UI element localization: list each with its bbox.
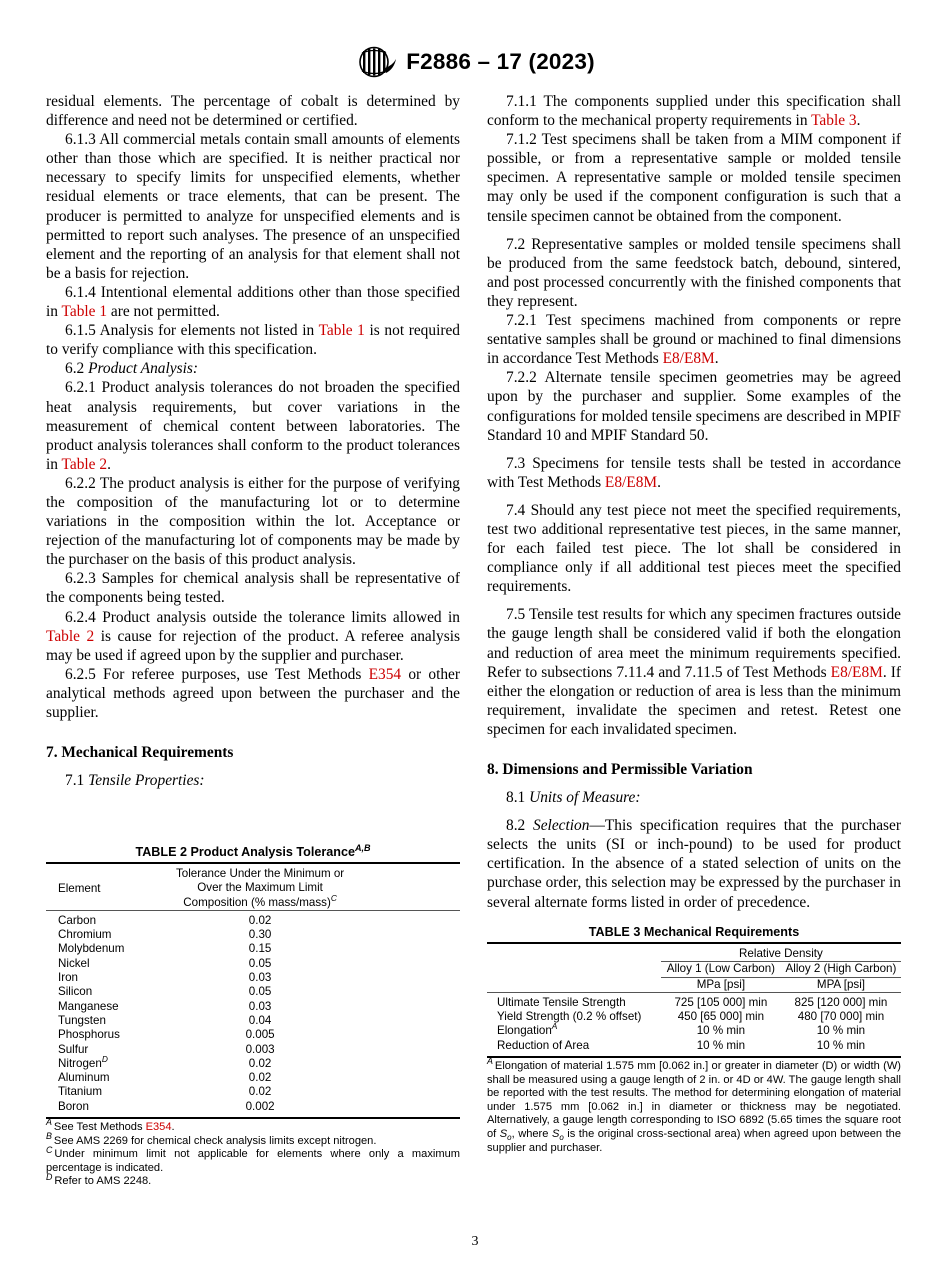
table-3-empty-corner-2	[487, 962, 661, 977]
table-2-footnote-d	[46, 1171, 460, 1189]
table-3-alloy-2-value: 10 % min	[816, 1038, 866, 1052]
table-3-caption: TABLE 3 Mechanical Requirements	[588, 925, 800, 939]
footnote-a-text-after: .	[171, 1121, 175, 1134]
table-2-footnotes	[46, 1117, 460, 1189]
table-3-footnote-a	[487, 1056, 902, 1155]
table-row	[487, 1024, 901, 1038]
reference-e354[interactable]: E354	[145, 1121, 172, 1134]
paragraph-7-2-1: 7.2.1 Test specimens machined from components or repre​sentative samples shall be ground or machined to final dimen​sions in accordance Test Methods E8/E8M.	[487, 312, 901, 368]
table-3-unit-header-row	[487, 977, 901, 992]
table-2-element: Titanium	[58, 1085, 103, 1099]
table-2-element: Molybdenum	[58, 942, 125, 956]
reference-table-3[interactable]: Table 3	[811, 112, 857, 130]
table-2-value: 0.04	[248, 1013, 272, 1027]
footnote-b-text: See AMS 2269 for chemical check analysis limits except nitrogen.	[53, 1134, 377, 1147]
table-2-caption-text: TABLE 2 Product Analysis Tolerance	[135, 845, 355, 859]
table-row	[46, 1000, 460, 1014]
table-2-header-row	[46, 863, 460, 910]
footnote-c-text: Under minimum limit not applicable for elements where only a maximum percentage is indicated.	[46, 1148, 460, 1174]
table-3-alloy-2-header: Alloy 2 (High Carbon)	[781, 962, 901, 977]
paragraph-7-4: 7.4 Should any test piece not meet the specified requirements, test two additional representative test pieces, in the same manner, for each failed test piece. The lot shall be considered in compliance only if all additional test pieces meet the specified requirements.	[487, 501, 901, 596]
paragraph-6-2-4: 6.2.4 Product analysis outside the tolerance limits allowed in Table 2 is cause for rejection of the product. A referee analysis may be used if agreed upon by the supplier and purchaser.	[46, 608, 460, 664]
table-2-caption-footnote-markers: A,B	[354, 842, 371, 853]
table-2-value: 0.30	[248, 928, 272, 942]
table-2-value: 0.02	[248, 1071, 272, 1085]
subsection-title-product-analysis: Product Analysis:	[88, 360, 198, 378]
table-row	[46, 942, 460, 956]
table-3-alloy-2-value: 480 [70 000] min	[797, 1010, 885, 1024]
table-2-footnote-b	[46, 1130, 460, 1149]
table-2-element-footnote: D	[101, 1054, 108, 1064]
table-row	[487, 1010, 901, 1024]
table-3-empty-corner	[487, 943, 661, 962]
table-2-footnote-c	[46, 1144, 460, 1175]
table-3-empty-corner-3	[487, 977, 661, 992]
paragraph-continued: residual elements. The percentage of cobalt is determined by difference and need not be determined or certified.	[46, 93, 460, 130]
table-3-group-header-row	[487, 943, 901, 962]
paragraph-7-3: 7.3 Specimens for tensile tests shall be tested in accordance with Test Methods E8/E8M.	[487, 454, 901, 491]
table-row	[46, 1100, 460, 1117]
paragraph-6-1-3: 6.1.3 All commercial metals contain small amounts of elements other than those which are specified. It is neither practical nor necessary to specify limits for unspecified elements, whether residual elements or trace elements, that can be present. The producer is permitted to analyze for unspecified elements and is permitted to report such analyses. The presence of an unspecified element and the reporting of an analysis for that element shall not be a basis for rejection.	[46, 131, 460, 282]
symbol-s-2: S	[551, 1128, 560, 1141]
paragraph-6-2-1: 6.2.1 Product analysis tolerances do not broaden the speci​fied heat analysis requirements, but cover variations in the measurement of chemical content between laboratories. The product analysis tolerances shall conform to the product tolerances in Table 2.	[46, 379, 460, 473]
paragraph-7-1: 7.1 Tensile Properties:	[65, 772, 205, 790]
page-number: 3	[471, 1234, 479, 1249]
table-3-unit-2: MPA [psi]	[816, 977, 866, 991]
table-row	[46, 957, 460, 971]
table-2	[46, 862, 460, 1117]
footnote-marker-c: C	[46, 1144, 53, 1155]
footnote-marker-d: D	[46, 1171, 53, 1182]
table-2-element	[46, 1054, 144, 1071]
table-2-value: 0.002	[245, 1099, 275, 1113]
table-2-value: 0.003	[245, 1042, 275, 1056]
reference-table-1[interactable]: Table 1	[318, 322, 365, 340]
table-2-header-line-1: Tolerance Under the Minimum or	[175, 867, 345, 880]
table-2-element-text: Nitrogen	[58, 1056, 102, 1070]
table-2-element: Nickel	[58, 956, 90, 970]
table-3-row-label: Yield Strength (0.2 % offset)	[497, 1010, 642, 1024]
table-3-row-label: Reduction of Area	[497, 1038, 590, 1052]
table-3-footnotes	[487, 1056, 902, 1155]
table-2-header-tolerance	[144, 863, 460, 910]
section-heading-8: 8. Dimensions and Permissible Variation	[487, 761, 753, 778]
table-3-row-label: Ultimate Tensile Strength	[497, 995, 626, 1009]
reference-e354[interactable]: E354	[368, 665, 402, 683]
paragraph-6-2-5: 6.2.5 For referee purposes, use Test Methods E354 or other analytical methods agreed upon between the purchaser and the supplier.	[46, 665, 461, 721]
reference-table-1[interactable]: Table 1	[61, 303, 108, 321]
table-3-alloy-header-row	[487, 962, 901, 977]
table-2-value: 0.02	[248, 1056, 272, 1070]
table-2-value: 0.005	[245, 1028, 275, 1042]
paragraph-8-1: 8.1 Units of Measure:	[506, 789, 641, 807]
paragraph-7-2: 7.2 Representative samples or molded tensile specimens shall be produced from the same feedstock batch, debound, sintered, and post processed concurrently with the finished components that they represent.	[487, 235, 901, 310]
footnote-d-text: Refer to AMS 2248.	[54, 1175, 152, 1188]
table-row	[46, 1071, 460, 1085]
table-2-value: 0.03	[248, 999, 272, 1013]
table-2-element: Silicon	[58, 985, 93, 999]
table-2-value: 0.05	[248, 956, 272, 970]
table-2-value: 0.02	[248, 1085, 272, 1099]
paragraph-7-1-2: 7.1.2 Test specimens shall be taken from a MIM component if possible, or from a representative sample or molded tensile specimen. A representative sample or molded tensile specimen may only be used if the component configuration is such that a tensile specimen cannot be obtained from the component.	[487, 131, 901, 225]
footnote-marker-a: A	[487, 1056, 493, 1067]
reference-e8-e8m[interactable]: E8/E8M	[662, 350, 715, 368]
table-2-element: Sulfur	[58, 1042, 89, 1056]
table-row	[46, 1014, 460, 1028]
paragraph-6-1-5: 6.1.5 Analysis for elements not listed in Table 1 is not required to verify compliance with this specification.	[46, 322, 460, 359]
paragraph-6-1-4: 6.1.4 Intentional elemental additions other than those specified in Table 1 are not permitted.	[46, 283, 460, 321]
paragraph-7-5: 7.5 Tensile test results for which any specimen fractures outside the gauge length shall be considered valid if both the elongation and reduction of area meet the minimum require​ments specified. Refer to subsections 7.11.4 and 7.11.5 of Test Methods E8/E8M. If either the elongation or reduction of area is less than the minimum requirement, invalidate the specimen and retest. Retest one specimen for each invalidated specimen.	[487, 606, 902, 738]
symbol-subscript-o-1: o	[507, 1133, 512, 1143]
reference-e8-e8m[interactable]: E8/E8M	[830, 663, 883, 681]
table-2-element: Carbon	[58, 913, 97, 927]
reference-table-2[interactable]: Table 2	[46, 627, 95, 645]
table-2-element: Tungsten	[58, 1013, 106, 1027]
astm-logo-icon	[355, 46, 397, 78]
table-2-element: Iron	[58, 971, 78, 985]
table-row	[46, 910, 460, 928]
table-2-block	[46, 842, 460, 1189]
subsection-title-selection: Selection	[533, 817, 590, 835]
table-2-element: Manganese	[58, 999, 119, 1013]
footnote-a-part2: , where	[511, 1128, 552, 1141]
table-3-alloy-1-header: Alloy 1 (Low Carbon)	[661, 962, 781, 977]
subsection-title-tensile-properties: Tensile Properties:	[88, 772, 205, 790]
reference-e8-e8m[interactable]: E8/E8M	[604, 473, 658, 491]
symbol-so-1	[499, 1128, 512, 1143]
table-row	[46, 1028, 460, 1042]
table-2-value: 0.02	[248, 913, 272, 927]
page-header	[0, 46, 950, 78]
table-3	[487, 942, 901, 1056]
table-3-alloy-1-value: 450 [65 000] min	[677, 1010, 765, 1024]
reference-table-2[interactable]: Table 2	[61, 455, 108, 473]
table-2-value: 0.15	[248, 942, 272, 956]
table-3-row-label	[487, 1021, 661, 1038]
table-3-alloy-1-value: 725 [105 000] min	[674, 995, 768, 1009]
paragraph-7-2-2: 7.2.2 Alternate tensile specimen geometries may be agreed upon by the purchaser and supplier. Some examples of the configurations for molded tensile specimens are described in MPIF Standard 10 and MPIF Standard 50.	[487, 369, 901, 444]
table-row	[487, 992, 901, 1010]
footnote-a-part3: is the original cross-sectional area) when agreed upon between the supplier and purchaser.	[487, 1128, 902, 1154]
table-3-block	[487, 925, 901, 1155]
footnote-marker-b: B	[46, 1130, 52, 1141]
document-designation: F2886 – 17 (2023)	[406, 49, 595, 74]
table-2-header-line-2: Over the Maximum Limit	[197, 881, 323, 895]
paragraph-6-2-3: 6.2.3 Samples for chemical analysis shall be representative of the components being tested.	[46, 570, 460, 607]
table-3-group-header: Relative Density	[661, 943, 901, 962]
table-2-header-line-3-text: Composition (% mass/mass)	[183, 895, 331, 909]
table-2-caption	[46, 842, 460, 862]
right-text-column	[487, 92, 901, 912]
footnote-marker-a: A	[46, 1117, 52, 1128]
paragraph-6-2-2: 6.2.2 The product analysis is either for the purpose of verifying the composition of the manufacturing lot or to determine variations in the composition within the lot. Accep​tance or rejection of the manufacturing lot of components may be made by the purchaser on the basis of this product analysis.	[46, 474, 460, 569]
footnote-a-text: See Test Methods	[53, 1121, 146, 1134]
paragraph-8-2: 8.2 Selection—This specification requires that the purchaser selects the units (SI or inch-pound) to be used for product certification. In the absence of a stated selection of units on the purchase order, this selection may be expressed by the pur​chaser in several alternate forms listed in order of precedence.	[487, 817, 902, 911]
table-row	[46, 1085, 460, 1099]
table-2-element: Chromium	[58, 928, 112, 942]
symbol-s-1: S	[499, 1128, 508, 1141]
table-2-header-element: Element	[58, 882, 101, 896]
table-2-element: Boron	[58, 1099, 89, 1113]
table-2-element: Phosphorus	[58, 1028, 120, 1042]
table-2-header-line-3-footnote: C	[330, 892, 337, 903]
table-2-header-line-3	[144, 892, 376, 910]
table-2-value: 0.05	[248, 985, 272, 999]
table-2-value: 0.03	[248, 971, 272, 985]
table-row	[46, 985, 460, 999]
footnote-a-part1: Elongation of material 1.575 mm [0.062 in.] or greater in diameter (D) or width (W) shall be measured using a gauge length of 2 in. or 4D or 4W. The gauge length shall be reported with the test results. The method for determining elongation of material under 1.575 mm [0.062 in.] in diameter or thickness may be negotiated. Alternatively, a gauge length corresponding to ISO 6892 (5.65 times the square root of	[487, 1060, 901, 1141]
table-3-row-label-text: Elongation	[497, 1024, 552, 1038]
section-heading-7: 7. Mechanical Requirements	[46, 744, 234, 762]
table-3-alloy-1-value: 10 % min	[696, 1038, 746, 1052]
table-row	[46, 928, 460, 942]
table-3-row-footnote-marker: A	[551, 1021, 558, 1032]
table-row	[46, 1043, 460, 1057]
table-3-unit-1: MPa [psi]	[696, 977, 746, 991]
table-row	[46, 1057, 460, 1071]
paragraph-6-2: 6.2 Product Analysis:	[65, 360, 198, 378]
left-text-column	[46, 92, 460, 790]
table-3-alloy-2-value: 10 % min	[816, 1024, 866, 1038]
symbol-so-2	[551, 1128, 564, 1143]
paragraph-7-1-1: 7.1.1 The components supplied under this specification shall conform to the mechanical property requirements in Table 3.	[487, 93, 901, 130]
table-3-alloy-2-value: 825 [120 000] min	[794, 995, 888, 1009]
table-row	[487, 1039, 901, 1056]
subsection-title-units-of-measure: Units of Measure:	[529, 789, 641, 807]
table-row	[46, 971, 460, 985]
table-3-alloy-1-value: 10 % min	[696, 1024, 746, 1038]
table-2-element: Aluminum	[58, 1071, 110, 1085]
symbol-subscript-o-2: o	[559, 1133, 564, 1143]
table-2-footnote-a	[46, 1117, 460, 1135]
